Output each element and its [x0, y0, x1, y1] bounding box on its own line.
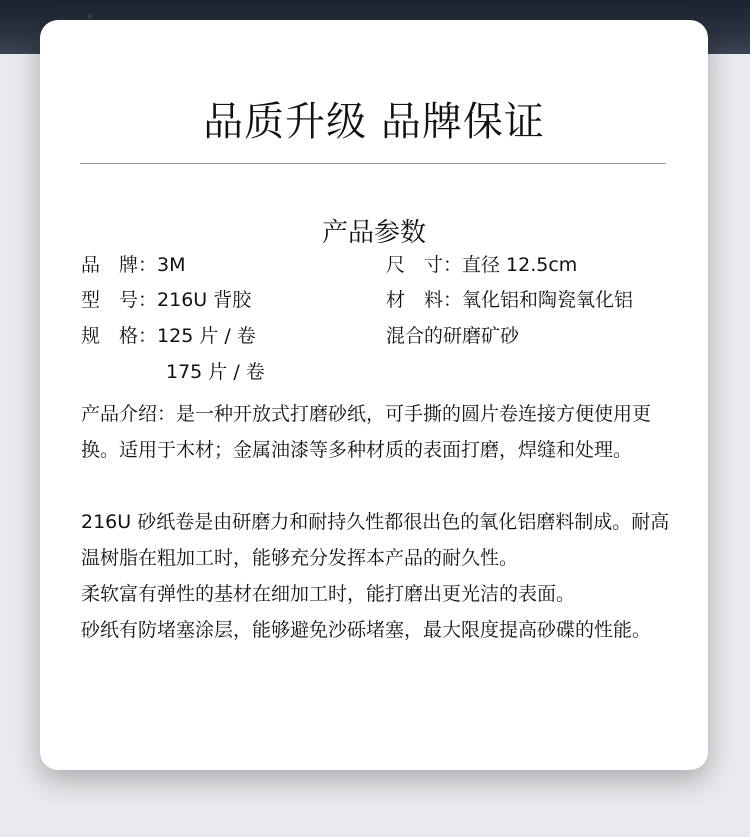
param-model-value: 216U 背胶: [157, 289, 252, 311]
param-material-value-2: 混合的研磨矿砂: [386, 325, 520, 347]
param-size: [386, 250, 577, 277]
param-brand-label: 品 牌：: [81, 254, 158, 276]
divider: [80, 163, 666, 164]
param-spec-label: 规 格：: [81, 325, 158, 347]
param-brand-value: 3M: [157, 254, 186, 276]
description-intro: 产品介绍：是一种开放式打磨砂纸，可手撕的圆片卷连接方便使用更换。适用于木材；金属油漆等多种材质的表面打磨，焊缝和处理。: [81, 403, 652, 461]
param-model: [81, 285, 251, 312]
description-para-2: 216U 砂纸卷是由研磨力和耐持久性都很出色的氧化铝磨料制成。耐高温树脂在粗加工时，能够充分发挥本产品的耐久性。: [81, 511, 670, 569]
param-spec-value-2: 175 片 / 卷: [166, 361, 265, 383]
param-material: [386, 285, 633, 312]
description-para-4: 砂纸有防堵塞涂层，能够避免沙砾堵塞，最大限度提高砂碟的性能。: [81, 619, 652, 641]
param-spec: [81, 321, 256, 348]
param-model-label: 型 号：: [81, 289, 158, 311]
param-spec-value: 125 片 / 卷: [157, 325, 256, 347]
param-material-value: 氧化铝和陶瓷氧化铝: [462, 289, 634, 311]
section-title: 产品参数: [321, 218, 426, 248]
param-size-value: 直径 12.5cm: [462, 254, 578, 276]
param-size-label: 尺 寸：: [386, 254, 463, 276]
product-card: [40, 20, 708, 770]
param-brand: [81, 250, 186, 277]
description-para-3: 柔软富有弹性的基材在细加工时，能打磨出更光洁的表面。: [81, 583, 576, 605]
param-material-label: 材 料：: [386, 289, 463, 311]
page-title: 品质升级 品牌保证: [203, 99, 545, 145]
